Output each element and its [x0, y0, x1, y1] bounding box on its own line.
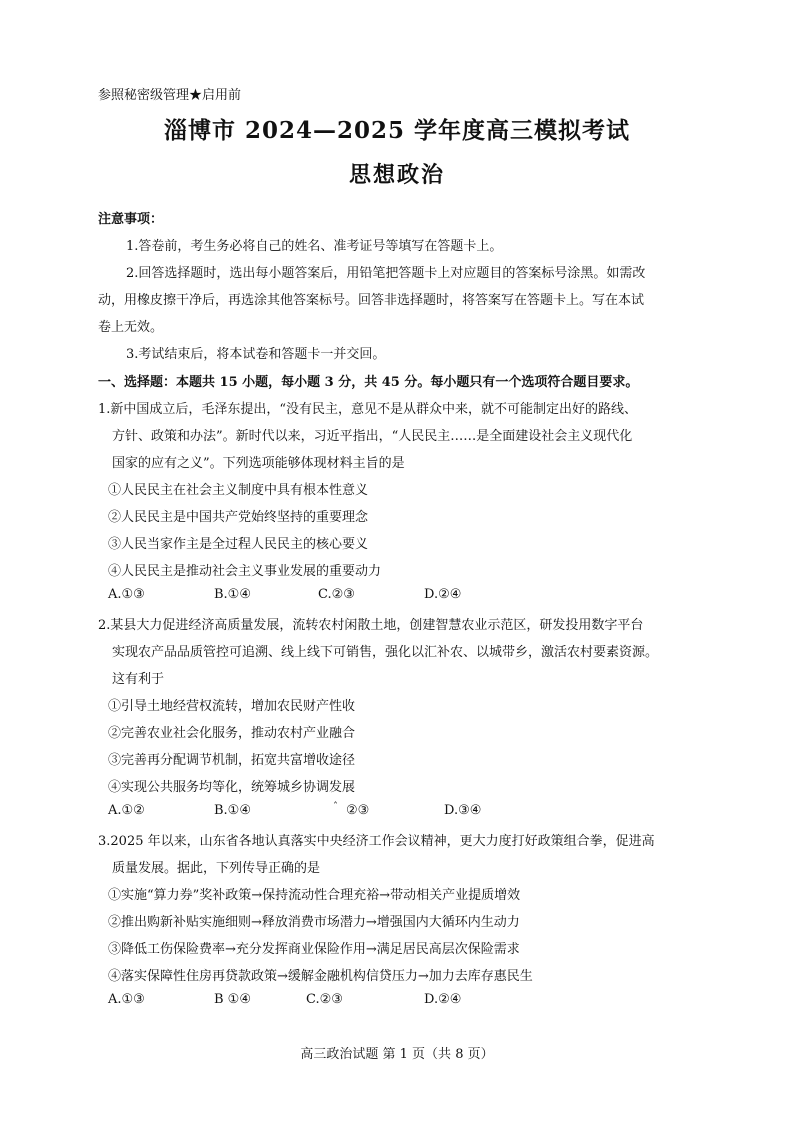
q2-option-a[interactable]: A.①②	[108, 803, 145, 818]
q3-statement-1: ①实施“算力券”奖补政策→保持流动性合理充裕→带动相关产业提质增效	[108, 888, 521, 903]
q2-stem-line-3: 这有利于	[112, 672, 165, 687]
q2-option-b[interactable]: B.①④	[214, 803, 251, 818]
q3-statement-4: ④落实保障性住房再贷款政策→缓解金融机构信贷压力→加力去库存惠民生	[108, 969, 533, 984]
q1-stem-line-3: 国家的应有之义”。下列选项能够体现材料主旨的是	[112, 456, 405, 471]
q2-statement-1: ①引导土地经营权流转，增加农民财产性收	[108, 699, 356, 714]
subject-title: 思想政治	[348, 162, 445, 188]
q1-option-a[interactable]: A.①③	[108, 587, 145, 602]
q2-stem-line-1: 2.某县大力促进经济高质量发展，流转农村闲散土地，创建智慧农业示范区，研发投用数字平台	[98, 618, 644, 633]
q3-stem-line-1: 3.2025 年以来，山东省各地认真落实中央经济工作会议精神，更大力度打好政策组合拳，促进高	[98, 834, 655, 849]
q3-statement-2: ②推出购新补贴实施细则→释放消费市场潜力→增强国内大循环内生动力	[108, 915, 520, 930]
q3-option-b[interactable]: B ①④	[214, 992, 251, 1007]
q1-statement-1: ①人民民主在社会主义制度中具有根本性意义	[108, 483, 369, 498]
notice-heading: 注意事项：	[98, 212, 164, 227]
q3-option-d[interactable]: D.②④	[424, 992, 462, 1007]
q1-stem-line-2: 方针、政策和办法”。新时代以来，习近平指出，“人民民主……是全面建设社会主义现代化	[112, 429, 633, 444]
notice-item-2-line-1: 2.回答选择题时，选出每小题答案后，用铅笔把答题卡上对应题目的答案标号涂黑。如需改	[126, 266, 646, 281]
q1-option-c[interactable]: C.②③	[318, 587, 355, 602]
q2-option-d[interactable]: D.③④	[444, 803, 482, 818]
notice-item-2-line-3: 卷上无效。	[98, 320, 164, 335]
q2-statement-2: ②完善农业社会化服务，推动农村产业融合	[108, 726, 356, 741]
q3-statement-3: ③降低工伤保险费率→充分发挥商业保险作用→满足居民高层次保险需求	[108, 942, 520, 957]
confidential-label: 参照秘密级管理★启用前	[98, 88, 242, 103]
q2-statement-3: ③完善再分配调节机制，拓宽共富增收途径	[108, 753, 356, 768]
q1-statement-4: ④人民民主是推动社会主义事业发展的重要动力	[108, 564, 382, 579]
stray-mark: ˆ	[333, 802, 338, 813]
q3-option-a[interactable]: A.①③	[108, 992, 145, 1007]
notice-item-2-line-2: 动，用橡皮擦干净后，再选涂其他答案标号。回答非选择题时，将答案写在答题卡上。写在本试	[98, 293, 645, 308]
q1-statement-2: ②人民民主是中国共产党始终坚持的重要理念	[108, 510, 369, 525]
notice-item-3: 3.考试结束后，将本试卷和答题卡一并交回。	[126, 347, 386, 362]
q1-option-b[interactable]: B.①④	[214, 587, 251, 602]
exam-title: 淄博市 2024—2025 学年度高三模拟考试	[163, 117, 631, 144]
q2-stem-line-2: 实现农产品品质管控可追溯、线上线下可销售，强化以汇补农、以城带乡，激活农村要素资源。	[112, 645, 659, 660]
q1-statement-3: ③人民当家作主是全过程人民民主的核心要义	[108, 537, 369, 552]
page-footer: 高三政治试题 第 1 页（共 8 页）	[300, 1047, 494, 1062]
q2-option-c[interactable]: ②③	[346, 803, 370, 818]
q3-option-c[interactable]: C.②③	[306, 992, 343, 1007]
q2-statement-4: ④实现公共服务均等化，统筹城乡协调发展	[108, 780, 356, 795]
q3-stem-line-2: 质量发展。据此，下列传导正确的是	[112, 861, 321, 876]
q1-option-d[interactable]: D.②④	[424, 587, 462, 602]
notice-item-1: 1.答卷前，考生务必将自己的姓名、准考证号等填写在答题卡上。	[126, 239, 503, 254]
q1-stem-line-1: 1.新中国成立后，毛泽东提出，“没有民主，意见不是从群众中来，就不可能制定出好的路线、	[98, 402, 638, 417]
section-1-heading: 一、选择题：本题共 15 小题，每小题 3 分，共 45 分。每小题只有一个选项符合题目要求。	[98, 375, 639, 390]
